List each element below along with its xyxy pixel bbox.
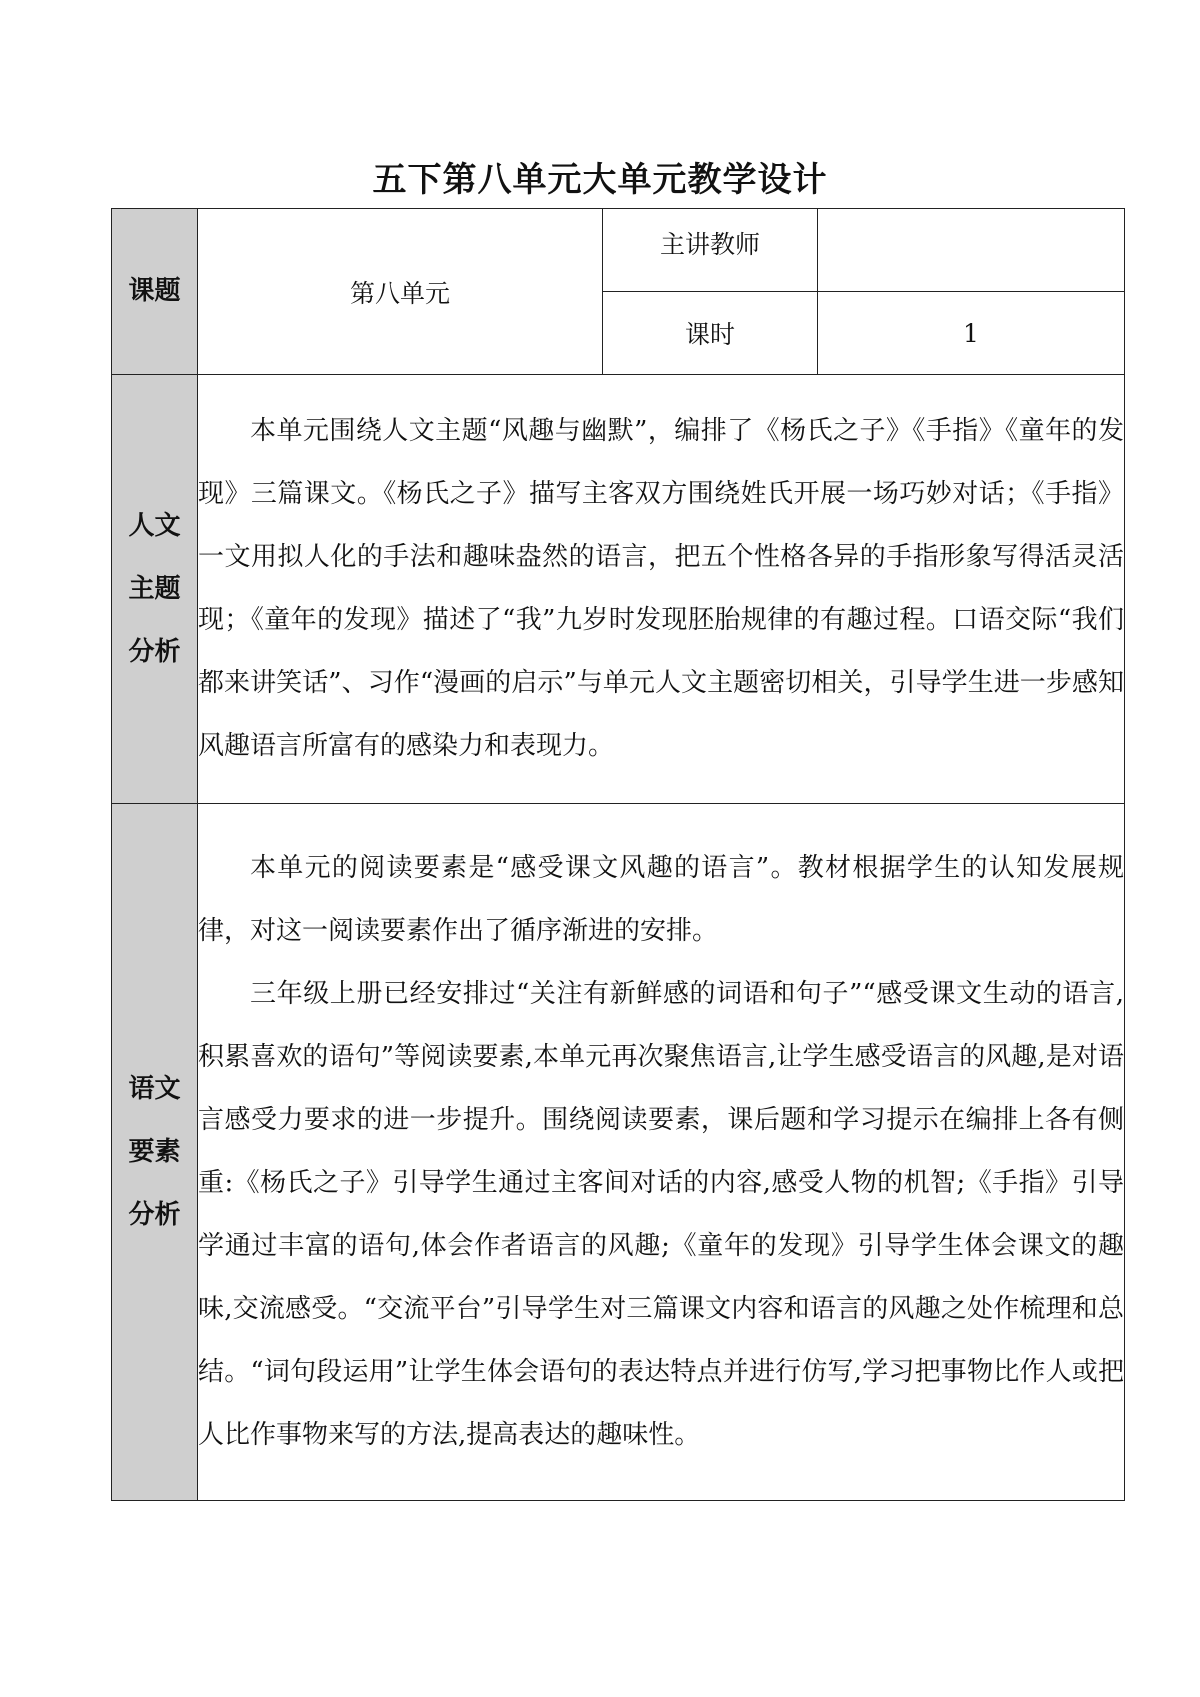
teacher-value-cell	[818, 209, 1125, 292]
page-title: 五下第八单元大单元教学设计	[372, 160, 828, 200]
period-label: 课时	[684, 320, 735, 349]
language-label-line: 分析	[128, 1199, 181, 1230]
period-value: 1	[963, 318, 979, 348]
humanities-row	[112, 375, 1125, 804]
teacher-label-cell	[603, 209, 818, 292]
language-label-line: 语文	[128, 1073, 181, 1104]
language-content	[198, 804, 1125, 1501]
language-label-cell	[112, 804, 198, 1501]
topic-row	[112, 209, 1125, 292]
humanities-content	[198, 375, 1125, 804]
topic-value: 第八单元	[349, 278, 450, 308]
humanities-label-line: 人文	[128, 510, 181, 541]
humanities-label-line: 主题	[128, 573, 181, 604]
humanities-label-line: 分析	[128, 636, 181, 667]
teacher-label: 主讲教师	[659, 230, 760, 259]
topic-label: 课题	[128, 276, 181, 306]
lesson-plan-table	[111, 208, 1125, 1501]
humanities-label-cell	[112, 375, 198, 804]
topic-label-cell	[112, 209, 198, 375]
language-row	[112, 804, 1125, 1501]
language-paragraph: 本单元的阅读要素是“感受课文风趣的语言”。教材根据学生的认知发展规律，对这一阅读要素作出了循序渐进的安排。	[198, 853, 1124, 946]
period-label-cell	[603, 292, 818, 375]
topic-value-cell	[198, 209, 603, 375]
language-paragraph: 三年级上册已经安排过“关注有新鲜感的词语和句子”“感受课文生动的语言,积累喜欢的语句”等阅读要素,本单元再次聚焦语言,让学生感受语言的风趣,是对语言感受力要求的进一步提升。围绕阅读要素，课后题和学习提示在编排上各有侧重:《杨氏之子》引导学生通过主客间对话的内容,感受人物的机智;《手指》引导学通过丰富的语句,体会作者语言的风趣;《童年的发现》引导学生体会课文的趣味,交流感受。“交流平台”引导学生对三篇课文内容和语言的风趣之处作梳理和总结。“词句段运用”让学生体会语句的表达特点并进行仿写,学习把事物比作人或把人比作事物来写的方法,提高表达的趣味性。	[198, 979, 1124, 1450]
period-value-cell	[818, 292, 1125, 375]
language-label-line: 要素	[128, 1136, 181, 1167]
humanities-paragraph: 本单元围绕人文主题“风趣与幽默”，编排了《杨氏之子》《手指》《童年的发现》三篇课文。《杨氏之子》描写主客双方围绕姓氏开展一场巧妙对话；《手指》一文用拟人化的手法和趣味盎然的语言，把五个性格各异的手指形象写得活灵活现；《童年的发现》描述了“我”九岁时发现胚胎规律的有趣过程。口语交际“我们都来讲笑话”、习作“漫画的启示”与单元人文主题密切相关，引导学生进一步感知风趣语言所富有的感染力和表现力。	[198, 416, 1124, 761]
